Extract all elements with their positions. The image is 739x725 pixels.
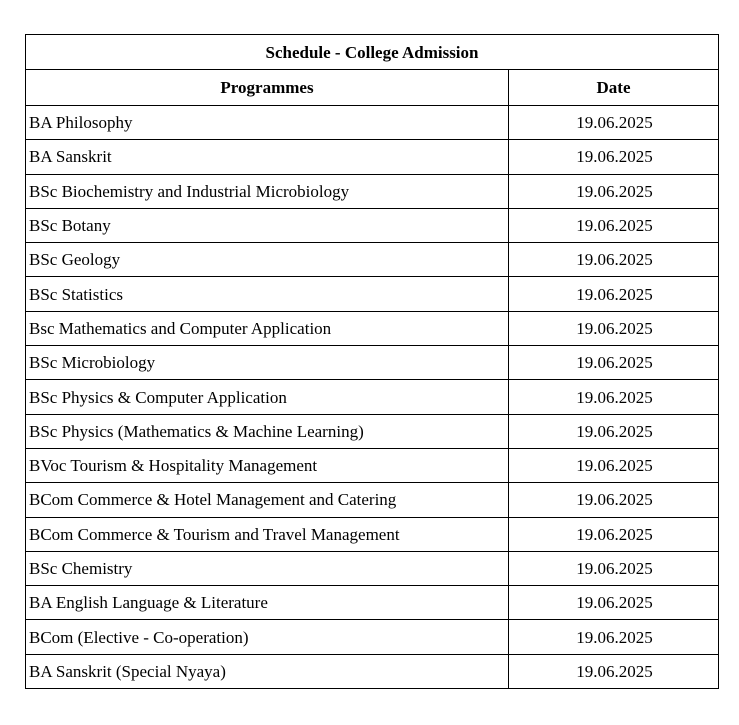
table-row [26, 380, 719, 414]
table-title-row [26, 35, 719, 70]
programme-cell: BCom Commerce & Hotel Management and Catering [26, 483, 509, 517]
table-row [26, 174, 719, 208]
table-row [26, 243, 719, 277]
date-cell: 19.06.2025 [509, 311, 719, 345]
date-cell: 19.06.2025 [509, 208, 719, 242]
date-cell: 19.06.2025 [509, 277, 719, 311]
date-cell: 19.06.2025 [509, 448, 719, 482]
date-cell: 19.06.2025 [509, 140, 719, 174]
programme-cell: BSc Geology [26, 243, 509, 277]
table-row [26, 483, 719, 517]
table-row [26, 517, 719, 551]
programme-cell: BVoc Tourism & Hospitality Management [26, 448, 509, 482]
table-row [26, 277, 719, 311]
date-cell: 19.06.2025 [509, 243, 719, 277]
programme-cell: BSc Botany [26, 208, 509, 242]
table-body [26, 106, 719, 689]
programme-cell: BCom (Elective - Co-operation) [26, 620, 509, 654]
admission-schedule-table [25, 34, 719, 689]
date-cell: 19.06.2025 [509, 414, 719, 448]
date-cell: 19.06.2025 [509, 517, 719, 551]
table-row [26, 346, 719, 380]
programme-cell: BA English Language & Literature [26, 586, 509, 620]
date-cell: 19.06.2025 [509, 654, 719, 688]
programme-cell: BSc Microbiology [26, 346, 509, 380]
table-row [26, 311, 719, 345]
programmes-column-header: Programmes [26, 70, 509, 106]
date-cell: 19.06.2025 [509, 346, 719, 380]
table-row [26, 414, 719, 448]
date-cell: 19.06.2025 [509, 586, 719, 620]
programme-cell: BSc Chemistry [26, 551, 509, 585]
date-cell: 19.06.2025 [509, 106, 719, 140]
date-column-header: Date [509, 70, 719, 106]
table-row [26, 620, 719, 654]
table-row [26, 654, 719, 688]
date-cell: 19.06.2025 [509, 380, 719, 414]
programme-cell: BSc Statistics [26, 277, 509, 311]
date-cell: 19.06.2025 [509, 620, 719, 654]
table-header-row [26, 70, 719, 106]
programme-cell: BSc Biochemistry and Industrial Microbiology [26, 174, 509, 208]
table-row [26, 106, 719, 140]
programme-cell: BSc Physics (Mathematics & Machine Learning) [26, 414, 509, 448]
table-row [26, 208, 719, 242]
programme-cell: BA Sanskrit [26, 140, 509, 174]
date-cell: 19.06.2025 [509, 551, 719, 585]
table-row [26, 551, 719, 585]
programme-cell: Bsc Mathematics and Computer Application [26, 311, 509, 345]
table-row [26, 140, 719, 174]
table-row [26, 448, 719, 482]
programme-cell: BCom Commerce & Tourism and Travel Management [26, 517, 509, 551]
table-title: Schedule - College Admission [26, 35, 719, 70]
programme-cell: BSc Physics & Computer Application [26, 380, 509, 414]
programme-cell: BA Philosophy [26, 106, 509, 140]
date-cell: 19.06.2025 [509, 174, 719, 208]
table-row [26, 586, 719, 620]
date-cell: 19.06.2025 [509, 483, 719, 517]
programme-cell: BA Sanskrit (Special Nyaya) [26, 654, 509, 688]
